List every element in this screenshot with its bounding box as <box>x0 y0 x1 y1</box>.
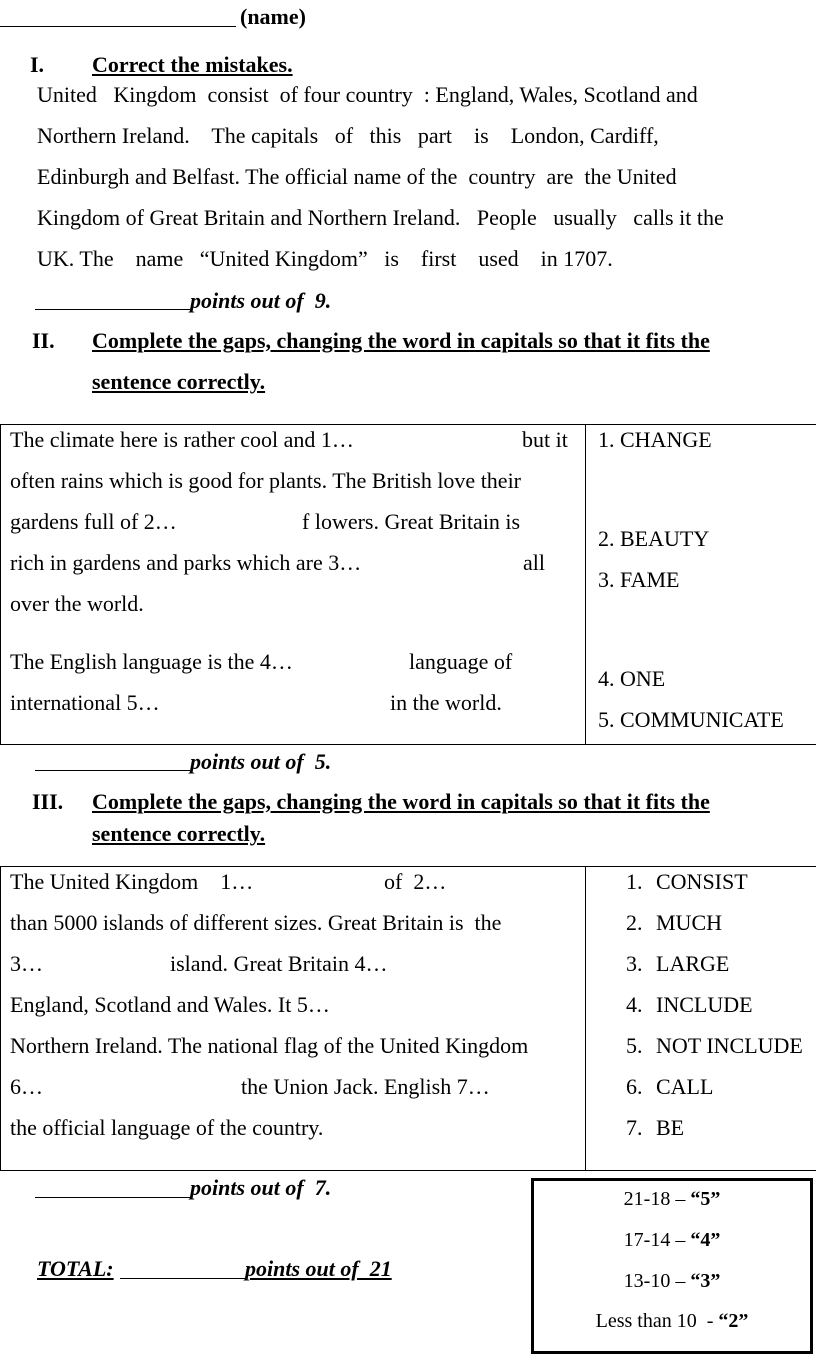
section3-title-cont: sentence correctly. <box>92 821 266 846</box>
section1-line: United Kingdom consist of four country : England, Wales, Scotland and <box>37 82 698 107</box>
section3-word: INCLUDE <box>656 992 753 1017</box>
section3-text: 6… <box>10 1074 43 1099</box>
section1-line: Kingdom of Great Britain and Northern Ireland. People usually calls it the <box>37 205 724 230</box>
section3-word-number: 1. <box>626 869 643 894</box>
section2-word: 2. BEAUTY <box>598 526 710 551</box>
total-points: points out of 21 <box>245 1256 392 1281</box>
section3-text: the official language of the country. <box>10 1115 324 1140</box>
section1-line: Northern Ireland. The capitals of this part is London, Cardiff, <box>37 123 659 148</box>
section3-word: NOT INCLUDE <box>656 1033 803 1058</box>
section2-text: often rains which is good for plants. The British love their <box>10 468 522 493</box>
section2-text: language of <box>409 649 513 674</box>
section2-word: 1. CHANGE <box>598 427 712 452</box>
section2-text: The climate here is rather cool and 1… <box>10 427 354 452</box>
section3-word-number: 5. <box>626 1033 643 1058</box>
section3-word: CONSIST <box>656 869 748 894</box>
name-blank-line <box>0 26 236 27</box>
section3-text: the Union Jack. English 7… <box>241 1074 490 1099</box>
section3-word-number: 3. <box>626 951 643 976</box>
section2-text: f lowers. Great Britain is <box>302 509 521 534</box>
section3-word: MUCH <box>656 910 723 935</box>
section3-text: of 2… <box>384 869 447 894</box>
total-label: TOTAL: <box>37 1256 114 1281</box>
grading-row: 17-14 – “4” <box>623 1229 721 1251</box>
section3-word-number: 7. <box>626 1115 643 1140</box>
section3-title: Complete the gaps, changing the word in capitals so that it fits the <box>92 789 710 814</box>
section2-text: all <box>523 550 545 575</box>
section2-text: gardens full of 2… <box>10 509 177 534</box>
section3-word-number: 4. <box>626 992 643 1017</box>
section2-title: Complete the gaps, changing the word in capitals so that it fits the <box>92 328 710 353</box>
section2-title-cont: sentence correctly. <box>92 369 266 394</box>
section1-points: points out of 9. <box>190 288 332 313</box>
section3-text: The United Kingdom 1… <box>10 869 254 894</box>
section1-title: Correct the mistakes. <box>92 52 293 77</box>
section3-word: LARGE <box>656 951 730 976</box>
section2-text: international 5… <box>10 690 160 715</box>
section3-text: 3… <box>10 951 43 976</box>
section2-text: over the world. <box>10 591 144 616</box>
section2-points: points out of 5. <box>190 749 332 774</box>
section3-word: CALL <box>656 1074 714 1099</box>
grading-row: Less than 10 - “2” <box>595 1310 749 1332</box>
section3-number: III. <box>32 789 64 814</box>
section3-word: BE <box>656 1115 685 1140</box>
section2-number: II. <box>32 328 55 353</box>
section2-table-divider <box>585 424 586 745</box>
section1-score-blank <box>35 309 190 310</box>
section2-score-blank <box>35 770 190 771</box>
section3-text: England, Scotland and Wales. It 5… <box>10 992 330 1017</box>
section3-text: than 5000 islands of different sizes. Great Britain is the <box>10 910 502 935</box>
section3-text: island. Great Britain 4… <box>170 951 388 976</box>
section1-number: I. <box>30 52 45 77</box>
section2-text: in the world. <box>390 690 502 715</box>
section1-line: Edinburgh and Belfast. The official name of the country are the United <box>37 164 677 189</box>
section1-line: UK. The name “United Kingdom” is first used in 1707. <box>37 246 613 271</box>
section2-text: rich in gardens and parks which are 3… <box>10 550 362 575</box>
section2-text: but it <box>522 427 568 452</box>
section3-points: points out of 7. <box>190 1175 332 1200</box>
grading-row: 21-18 – “5” <box>623 1188 721 1210</box>
total-score-blank <box>120 1278 246 1279</box>
section2-word: 5. COMMUNICATE <box>598 707 784 732</box>
section3-score-blank <box>35 1197 190 1198</box>
section2-word: 4. ONE <box>598 666 666 691</box>
section3-text: Northern Ireland. The national flag of the United Kingdom <box>10 1033 529 1058</box>
section3-table-divider <box>585 866 586 1171</box>
grading-row: 13-10 – “3” <box>623 1270 721 1292</box>
section3-word-number: 6. <box>626 1074 643 1099</box>
section2-word: 3. FAME <box>598 567 680 592</box>
name-label: (name) <box>240 4 306 29</box>
section2-text: The English language is the 4… <box>10 649 293 674</box>
section3-word-number: 2. <box>626 910 643 935</box>
